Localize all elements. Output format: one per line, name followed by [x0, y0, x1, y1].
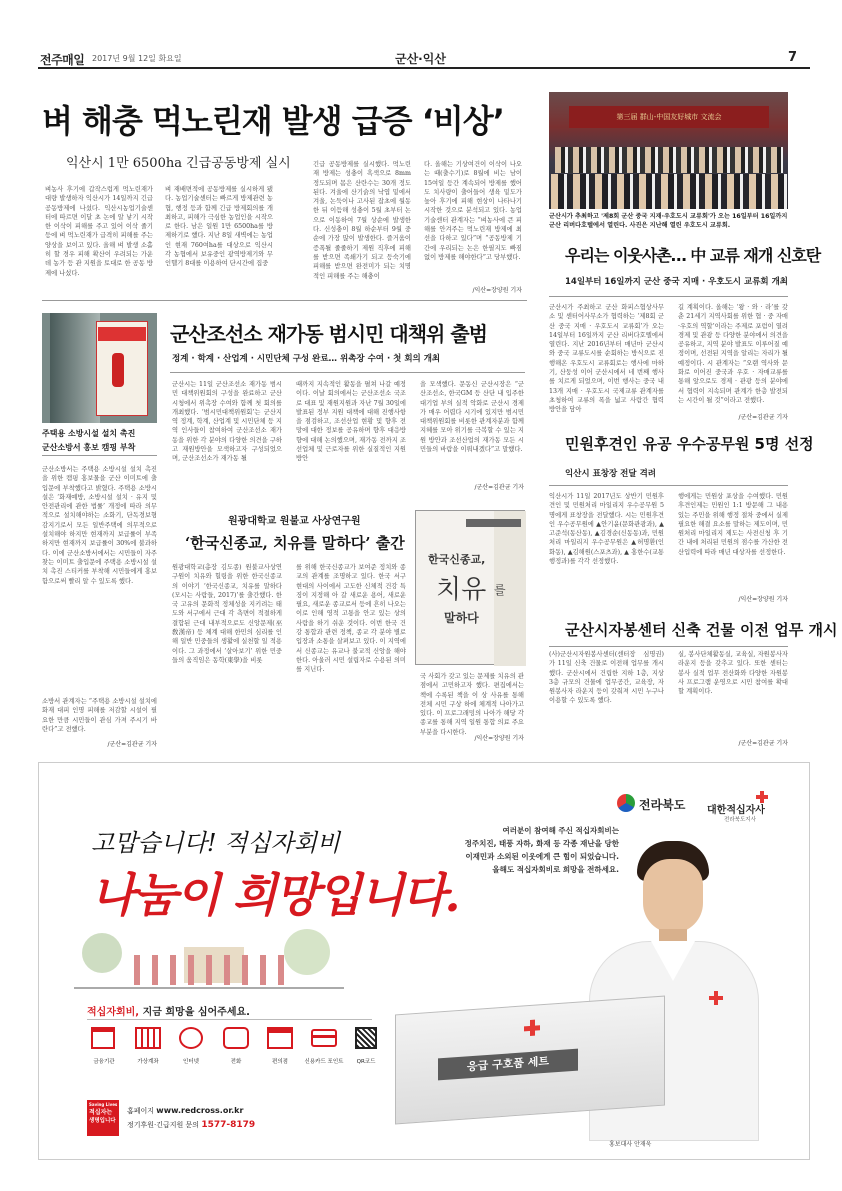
article1-subhead: 익산시 1만 6500ha 긴급공동방제 실시 [66, 156, 291, 171]
article1-col4: 다. 올해는 기상여건이 이삭이 나오는 때(출수기)로 8월에 비는 남이 15여일 등간 계속되어 방제를 했어도 치사량이 출어들어 생육 밑도가 높아 후기에 피해 현상이 나타나기 시작한 것으로 분석되고 있다. 농업기술센터 관계자는 “벼농사에 큰 피해를 안겨주는 먹노린재 방제에 최선을 다하고 있다”며 “공동방제 기간에 우리되는 논은 한필지도 빠짐없이 방제를 해야한다”고 당부했다. [424, 161, 522, 261]
box-label: 응급 구호품 세트 [438, 1049, 578, 1081]
method-label: 인터넷 [183, 1059, 199, 1065]
article1-headline: 벼 해충 먹노린재 발생 급증 ‘비상’ [42, 102, 504, 140]
article3-headline: 군산조선소 재가동 범시민 대책위 출범 [170, 322, 487, 346]
article2-subhead: 14일부터 16일까지 군산 중국 지매 · 우호도시 교류회 개최 [565, 277, 788, 287]
tree-icon [82, 933, 122, 973]
slogan-line1: 고맙습니다! 적십자회비 [91, 829, 341, 857]
divider [549, 485, 788, 486]
message-line1: 여러분이 참여해 주신 적십자회비는 [502, 826, 619, 835]
book-title-line2: 치유 [436, 575, 487, 605]
saving-lives-stamp [87, 1100, 119, 1136]
redcross-ad [38, 762, 810, 1160]
article1-byline: /익산=장양원 기자 [472, 287, 522, 294]
article5-col1: 원광대학교(총장 김도종) 원불교사상연구원이 치유와 힐링을 위한 한국신종교의 이야기 ‘한국신종교, 치유를 말하다(모시는 사람들, 2017)’를 출간했다. 한국 고유의 문화적 정체성을 지키려는 태도와 서구에서 근대 각 측면이 적절하게 결합된 근대 내부적으로도 신앙문제(巫敎漢帝) 등 체계 대해 한민의 심리를 인해 일반 민중들의 생활에 실천할 일 적용 이다. 그 과정에서 ‘살아보기’ 위한 민중들의 움직임은 동학(東學)을 비롯 [172, 564, 282, 664]
article5-headline: ‘한국신종교, 치유를 말하다’ 출간 [185, 534, 405, 552]
org2-name: 대한적십자사 [707, 805, 765, 816]
people-icon [134, 955, 284, 985]
ground-line [74, 987, 344, 989]
stamp-line2: 적십자는 [89, 1109, 113, 1116]
phone-number[interactable]: 1577-8179 [201, 1120, 256, 1130]
article3-col1: 군산시는 11일 군산조선소 재가동 범시민 대책위원회의 구성을 완료하고 군산시청에서 위촉장 수여와 함께 첫 회의를 개최했다. ‘범시민대책위원회’는 군산지역 정계, 학계, 산업계 및 시민단체 등 지역 인사들이 참여하여 군산조선소 재가동을 위한 각 분야의 다양한 의견을 구하고 재원방안을 모색하고자 구성되었으며, 군산조선소가 재가동 될 [172, 381, 282, 463]
vest-cross-icon [709, 991, 723, 1005]
article5-byline: /익산=장양원 기자 [474, 735, 524, 742]
newspaper-name: 전주매일 [40, 53, 85, 67]
article5-kicker: 원광대학교 원불교 사상연구원 [228, 516, 361, 527]
method-label: 금융기관 [93, 1059, 115, 1065]
extinguisher-icon [112, 353, 124, 387]
photo2-caption2: 군산소방서 홍보 캠핑 부착 [42, 443, 136, 452]
method-label: QR코드 [356, 1059, 376, 1065]
stamp-line1: Saving Lives [89, 1102, 118, 1107]
org2-branch: 전라북도지사 [724, 817, 756, 823]
book-title-line3: 를 [494, 583, 506, 597]
method-label: 신용카드 포인트 [304, 1059, 344, 1065]
masthead [30, 47, 800, 65]
article1-col2: 벼 재배면적에 공동방제를 실시하게 됐다. 농업기술센터는 빠르게 방제관련 농협, 행정 등과 함께 긴급 방제회의를 개최하고, 피해가 극심한 농업인을 시작으로 한다. 남은 일원 1만 6500ha를 방제하기로 했다. 지난 8일 새벽에는 농업인 현재 760여ha를 대상으로 익산시 각 농협에서 보유중인 광역방제기와 무인헬기 8대를 이용하여 단시간에 집중 [165, 186, 273, 268]
article4-col1: 군산소방서는 주택용 소방시설 설치 촉진을 위한 캠핑 홍보물을 군산 이미트에 출입문에 부착했다고 밝혔다. 주택용 소방시설은 ‘화재예방, 소방시설 설치 · 유지 및 안전관리에 관한 법률’ 개정에 따라 의무적으로 설치해야하는 소화기, 단독경보형감지기로서 모든 일반주택에 의무적으로 설치해야 하지만 현재까지 보급률이 부족하지만 현재까지 보급률이 30%에 불과하다. 이에 군산소방서에서는 시민들이 자주 찾는 이미트 출입문에 주택용 소방시설 설치 촉진 스티커를 부착해 시민들에게 홍보함으로써 빨리 알 수 있도록 했다. [42, 466, 157, 585]
article5-col3: 국 사회가 갖고 있는 문제를 치유의 관점에서 고민하고자 했다. 편집에서는 책에 수록된 책을 이 상 사유를 통해 전체 시민 구상 하에 체계적 나아가고 있다. 이 프로그래밍의 나아가 해당 각 종교를 통해 지역 일원 통합 의료 주요 부분을 다시한다. [420, 673, 524, 736]
page-number: 7 [788, 50, 798, 65]
article6-col1: 익산시가 11일 2017년도 상반기 민원후견인 및 민원처리 마일리지 우수공무원 5명에게 표창장을 전달했다. 시는 민원후견인 우수공무원에 ▲안기윤(문화관광과), ▲고준석(동산동), ▲김경순(신동동)과, 민원처리 마일리지 우수공무원은 ▲허명환(인화동), ▲김해원(스포츠과), ▲ 홍한수(교통행정과)를 각각 선정했다. [549, 493, 664, 566]
issue-date: 2017년 9월 12일 화요일 [92, 54, 182, 63]
message-line3: 이재민과 소외된 이웃에게 큰 힘이 되었습니다. [465, 852, 619, 861]
jeonbuk-logo-icon [617, 794, 635, 812]
box-cross-icon [524, 1019, 540, 1036]
phone-icon [223, 1027, 249, 1049]
people-row-front [551, 174, 787, 209]
article3-col3: 을 모색했다. 문동신 군산시장은 “군산조선소, 한국GM 등 산단 내 입주한 대기업 부의 실적 악화로 군산시 경제가 매우 어렵다 시기에 있지만 범시민대책위원회를 비롯한 관계자분과 함께 지혜를 모아 위기를 극복할 수 있는 지원 방안과 조선산업의 재가동 모든 시민들의 바람을 이뤄내겠다”고 말했다. [420, 381, 524, 454]
internet-icon [179, 1027, 203, 1049]
divider [549, 296, 788, 297]
photo2-caption1: 주택용 소방시설 설치 촉진 [42, 429, 136, 438]
photo-exchange-event [549, 92, 788, 209]
book-title-line1: 한국신종교, [428, 553, 486, 566]
glass-door [50, 313, 100, 423]
article2-col2: 길 계획이다. 올해는 ‘왕 · 와 · 라’를 갖춘 21세기 지역사회를 위한 협 · 중 자매·우호의 역할’이라는 주제로 포럼이 열려 경제 및 관광 등 다양한 분야에서 의견을 공유하고, 지역 분야 발표도 이루어질 예정이며, 선전된 지역을 알리는 자리가 될 예정이다. 시 관계자는 “오랜 역사와 문화로 이어진 중국과 우호 · 자매교류를 통해 앞으로도 경제 · 관광 등의 분야에서 협력이 지속되며 관계가 한층 발전되는 시간이 될 것”이라고 전했다. [678, 304, 788, 404]
phone-label: 정기후원·긴급지원 문의 [127, 1121, 200, 1129]
tree-icon [284, 929, 330, 975]
event-banner: 第三届 群山-中国友好城市 文流会 [569, 106, 769, 128]
ambassador-caption: 홍보대사 안재욱 [609, 1141, 652, 1148]
article5-col2: 를 위해 한국신종교가 보여준 정치와 종교의 관계를 조명하고 있다. 한국 서구 현대의 사이에서 고도한 신체적 건강 특징이 지정해 아 갈 새로운 용어, 새로운 필요, 새로운 종교로서 등에 흔히 나오는 이로 인해 영적 고통을 안고 있는 상의 사람을 하기 쉬운 것이다. 이번 한국 건강 통합과 관련 정책, 종교 각 분야 별로 입장과 소통을 살펴보고 있다. 이 지역에서 신종교는 유교나 불교적 신앙을 해야 한다. 아울러 시민 설립자로 수용된 의미를 지닌다. [296, 564, 406, 674]
message-line2: 정주치진, 태풍 자하, 화재 등 각종 재난을 당한 [464, 839, 619, 848]
article6-headline: 민원후견인 유공 우수공무원 5명 선정 [565, 435, 814, 453]
divider [170, 372, 525, 373]
qr-code-icon [355, 1027, 377, 1049]
masthead-rule [38, 67, 810, 69]
article7-headline: 군산시자봉센터 신축 건물 이전 업무 개시 [565, 621, 838, 639]
cover-topband [466, 519, 521, 527]
article1-col3: 긴급 공동방제를 실시했다. 먹노린재 방제는 성충이 흑색으로 8mm 정도되며 몸은 산란수는 30개 정도 된다. 겨울에 산기슭의 낙엽 밑에서 겨울, 논둑이나 고사된 잡초에 월동한 뒤 이듬해 성충이 5월 초부터 논으로 이동하여 7월 상순에 발생한다. 신성충이 8월 하순부터 9월 중순에 가장 많이 발생한다. 즐거움이 증폭될 줄줄하기 제원 직후에 피해를 받으면 족쇄가기 되고 등숙기에 피해를 받으면 완전미가 되는 치명적인 피해를 주는 해충이 [313, 161, 411, 280]
face [643, 859, 703, 933]
phone-contact [127, 1120, 255, 1130]
tagline [87, 1003, 250, 1018]
sticker-band [98, 327, 146, 341]
article2-headline: 우리는 이웃사촌… 中 교류 재개 신호탄 [565, 246, 821, 265]
payment-methods [83, 1025, 383, 1073]
bank-icon [91, 1027, 115, 1049]
section-name: 군산·익산 [395, 52, 446, 66]
homepage-url[interactable]: www.redcross.or.kr [156, 1106, 244, 1115]
article3-subhead: 정계 · 학계 · 산업계 · 시민단체 구성 완료… 위촉장 수여 · 첫 회의 개최 [172, 354, 441, 364]
divider [42, 455, 157, 456]
divider [42, 300, 527, 301]
method-label: 편의점 [272, 1059, 288, 1065]
divider [87, 1019, 372, 1020]
photo1-caption: 군산시가 추최하고 '제8회 군산 중국 지재·우호도시 교류회'가 오는 16일부터 16일까지 군산 리버다호텔에서 열린다. 사진은 지난해 열린 우호도시 교류회. [549, 213, 788, 229]
tagline-highlight: 적십자회비, [87, 1007, 140, 1018]
article3-col2: 때까지 지속적인 활동을 펼쳐 나갈 예정이다. 이날 회의에서는 군산조선소 국조로 대표 및 재원지원과 자난 7월 30일에 발표된 정부 지원 대책에 대해 진행사항을 점검하고, 조선산업 현황 및 향후 전망에 대한 정보를 공유하며 향후 대응방향에 대해 논의했으며, 재가동 전까지 조선업체 및 근로자를 위한 실질적인 지원 방안 [296, 381, 406, 463]
article1-col1: 벼농사 후기에 갑작스럽게 먹노린재가 대량 발생하자 익산시가 14일까지 긴급 공동방제에 나섰다. 익산시농업기술센터에 따르면 이달 초 논에 알 낳기 시작한 이삭이 피해를 주고 있어 이삭 줄기 등에 벼 먹노린재가 급격히 피해를 주는 양상을 보이고 있다. 올해 벼 발생 소홀히 할 경우 피해 확산이 우려되는 가운데 농가 등 관 지원을 토대로 한 공동 방제에 나섰다. [45, 186, 153, 277]
message-line4: 올해도 적십자회비로 희망을 전하세요. [492, 865, 619, 874]
method-label: 가상계좌 [137, 1059, 159, 1065]
article7-col2: 실, 봉사단체활동실, 교육실, 자원봉사자 라운지 등을 갖추고 있다. 또한 센터는 봉사 실적 업무 전산화와 다양한 자원봉사 프로그램 운영으로 시민 참여를 확대할 계획이다. [678, 651, 788, 696]
homepage [127, 1106, 243, 1116]
article6-col2: 행에게는 민원상 포상을 수여했다. 민원후견인제는 민원인 1:1 방문해 그 내용 있는 주민을 위해 행정 절차 중에서 실제 필요한 해결 요소를 말하는 제도이며, 민원처리 마일리지 제도는 사전신청 후 기간 내에 처리된 민원의 점수를 가산한 전산입력에 따라 매년 대상자를 선정한다. [678, 493, 788, 556]
photo-fire-sticker [42, 313, 157, 423]
article3-byline: /군산=김관균 기자 [474, 484, 524, 491]
org1-name: 전라북도 [639, 798, 686, 812]
credit-card-icon [311, 1029, 337, 1047]
article7-byline: /군산=김관균 기자 [738, 740, 788, 747]
article4-col1b: 소방서 관계자는 “주택용 소방시설 설치에 화재 대피 인명 피해를 저감할 시설이 필요한 만큼 시민들이 관심 가져 주시기 바란다”고 전했다. [42, 698, 157, 733]
article2-byline: /군산=김관균 기자 [738, 414, 788, 421]
article6-subhead: 익산시 표창장 전달 격려 [565, 469, 656, 479]
article2-col1: 군산시가 주최하고 군산 화피스협상사무소 및 센터어사무소가 협력하는 ‘제8회 군산 중국 지매 · 우호도시 교류회’가 오는 14일부터 16일까지 군산 리버다호텔에서 열린다. 지난 2016년부터 매년마 군산시와 중국 교류도시를 순회하는 방식으로 진행해온 우호도시 교류회로는 행사에 마하기, 산둥성 이어 군산시에서 네 번째 행사를 치르게 되었으며, 이번 행사는 중국 내 13개 지매 · 우호도시 국제교류 관계자를 초청하여 교류의 폭을 넓고 사람간 협력 방안을 담아 [549, 304, 664, 414]
article6-byline: /익산=장양원 기자 [738, 596, 788, 603]
tagline-rest: 지금 희망을 심어주세요. [142, 1007, 250, 1018]
virtual-account-icon [135, 1027, 161, 1049]
relief-box [395, 996, 665, 1125]
divider [549, 646, 788, 647]
stamp-line3: 생명입니다 [89, 1118, 116, 1124]
book-cover [415, 510, 525, 665]
article7-col1: (사)군산시자원봉사센터(센터장 심명권)가 11일 신축 건물로 이전해 업무를 개시했다. 군산시에서 건립한 지하 1층, 지상 3층 규모의 건물에 업무공간, 교육장, 자원봉사자 라운지 등이 갖춰져 시민 누구나 이용할 수 있도록 했다. [549, 651, 664, 705]
store-icon [267, 1027, 293, 1049]
homepage-label: 홈페이지 [127, 1107, 155, 1115]
method-label: 전화 [230, 1059, 242, 1065]
article4-byline: /군산=김관균 기자 [107, 741, 157, 748]
family-illustration [74, 925, 344, 993]
book-title-line4: 말하다 [444, 611, 479, 625]
slogan-line2: 나눔이 희망입니다. [91, 868, 459, 922]
people-row-back [555, 147, 783, 173]
